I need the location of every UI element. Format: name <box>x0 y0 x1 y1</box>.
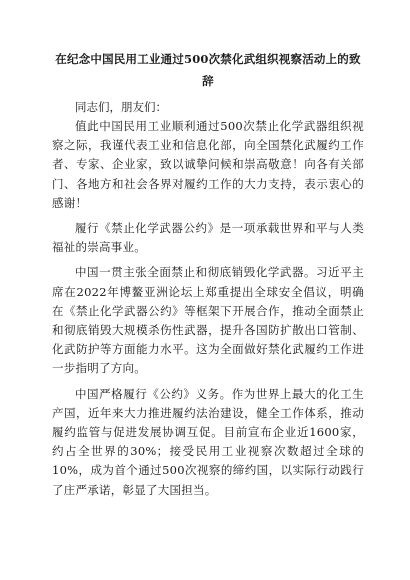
paragraph-compliance: 中国严格履行《公约》义务。作为世界上最大的化工生产国，近年来大力推进履约法治建设，健全工作体系，推动履约监管与促进发展协调互促。目前宣布企业近1600家，约占全世界的30%；接受民用工业视察次数超过全球的10%，成为首个通过500次视察的缔约国，以实际行动践行了庄严承诺，彰显了大国担当。 <box>52 386 364 497</box>
greeting: 同志们，朋友们： <box>75 100 167 114</box>
paragraph-mission: 履行《禁止化学武器公约》是一项承载世界和平与人类福祉的崇高事业。 <box>52 221 364 255</box>
document-title: 在纪念中国民用工业通过500次禁化武组织视察活动上的致辞 <box>55 52 361 88</box>
paragraph-china-position: 中国一贯主张全面禁止和彻底销毁化学武器。习近平主席在2022年博鳌亚洲论坛上郑重提出全球安全倡议，明确在《禁止化学武器公约》等框架下开展合作，推动全面禁止和彻底销毁大规模杀伤性武器，提升各国防扩散出口管制、化武防护等方面能力水平。这为全面做好禁化武履约工作进一步指明了方向。 <box>52 265 364 376</box>
document-page <box>52 48 364 500</box>
paragraph-gratitude: 值此中国民用工业顺利通过500次禁止化学武器组织视察之际，我谨代表工业和信息化部，向全国禁化武履约工作者、专家、企业家，致以诚挚问候和崇高敬意！向各有关部门、各地方和社会各界对履约工作的大力支持，表示衷心的感谢！ <box>52 119 364 210</box>
